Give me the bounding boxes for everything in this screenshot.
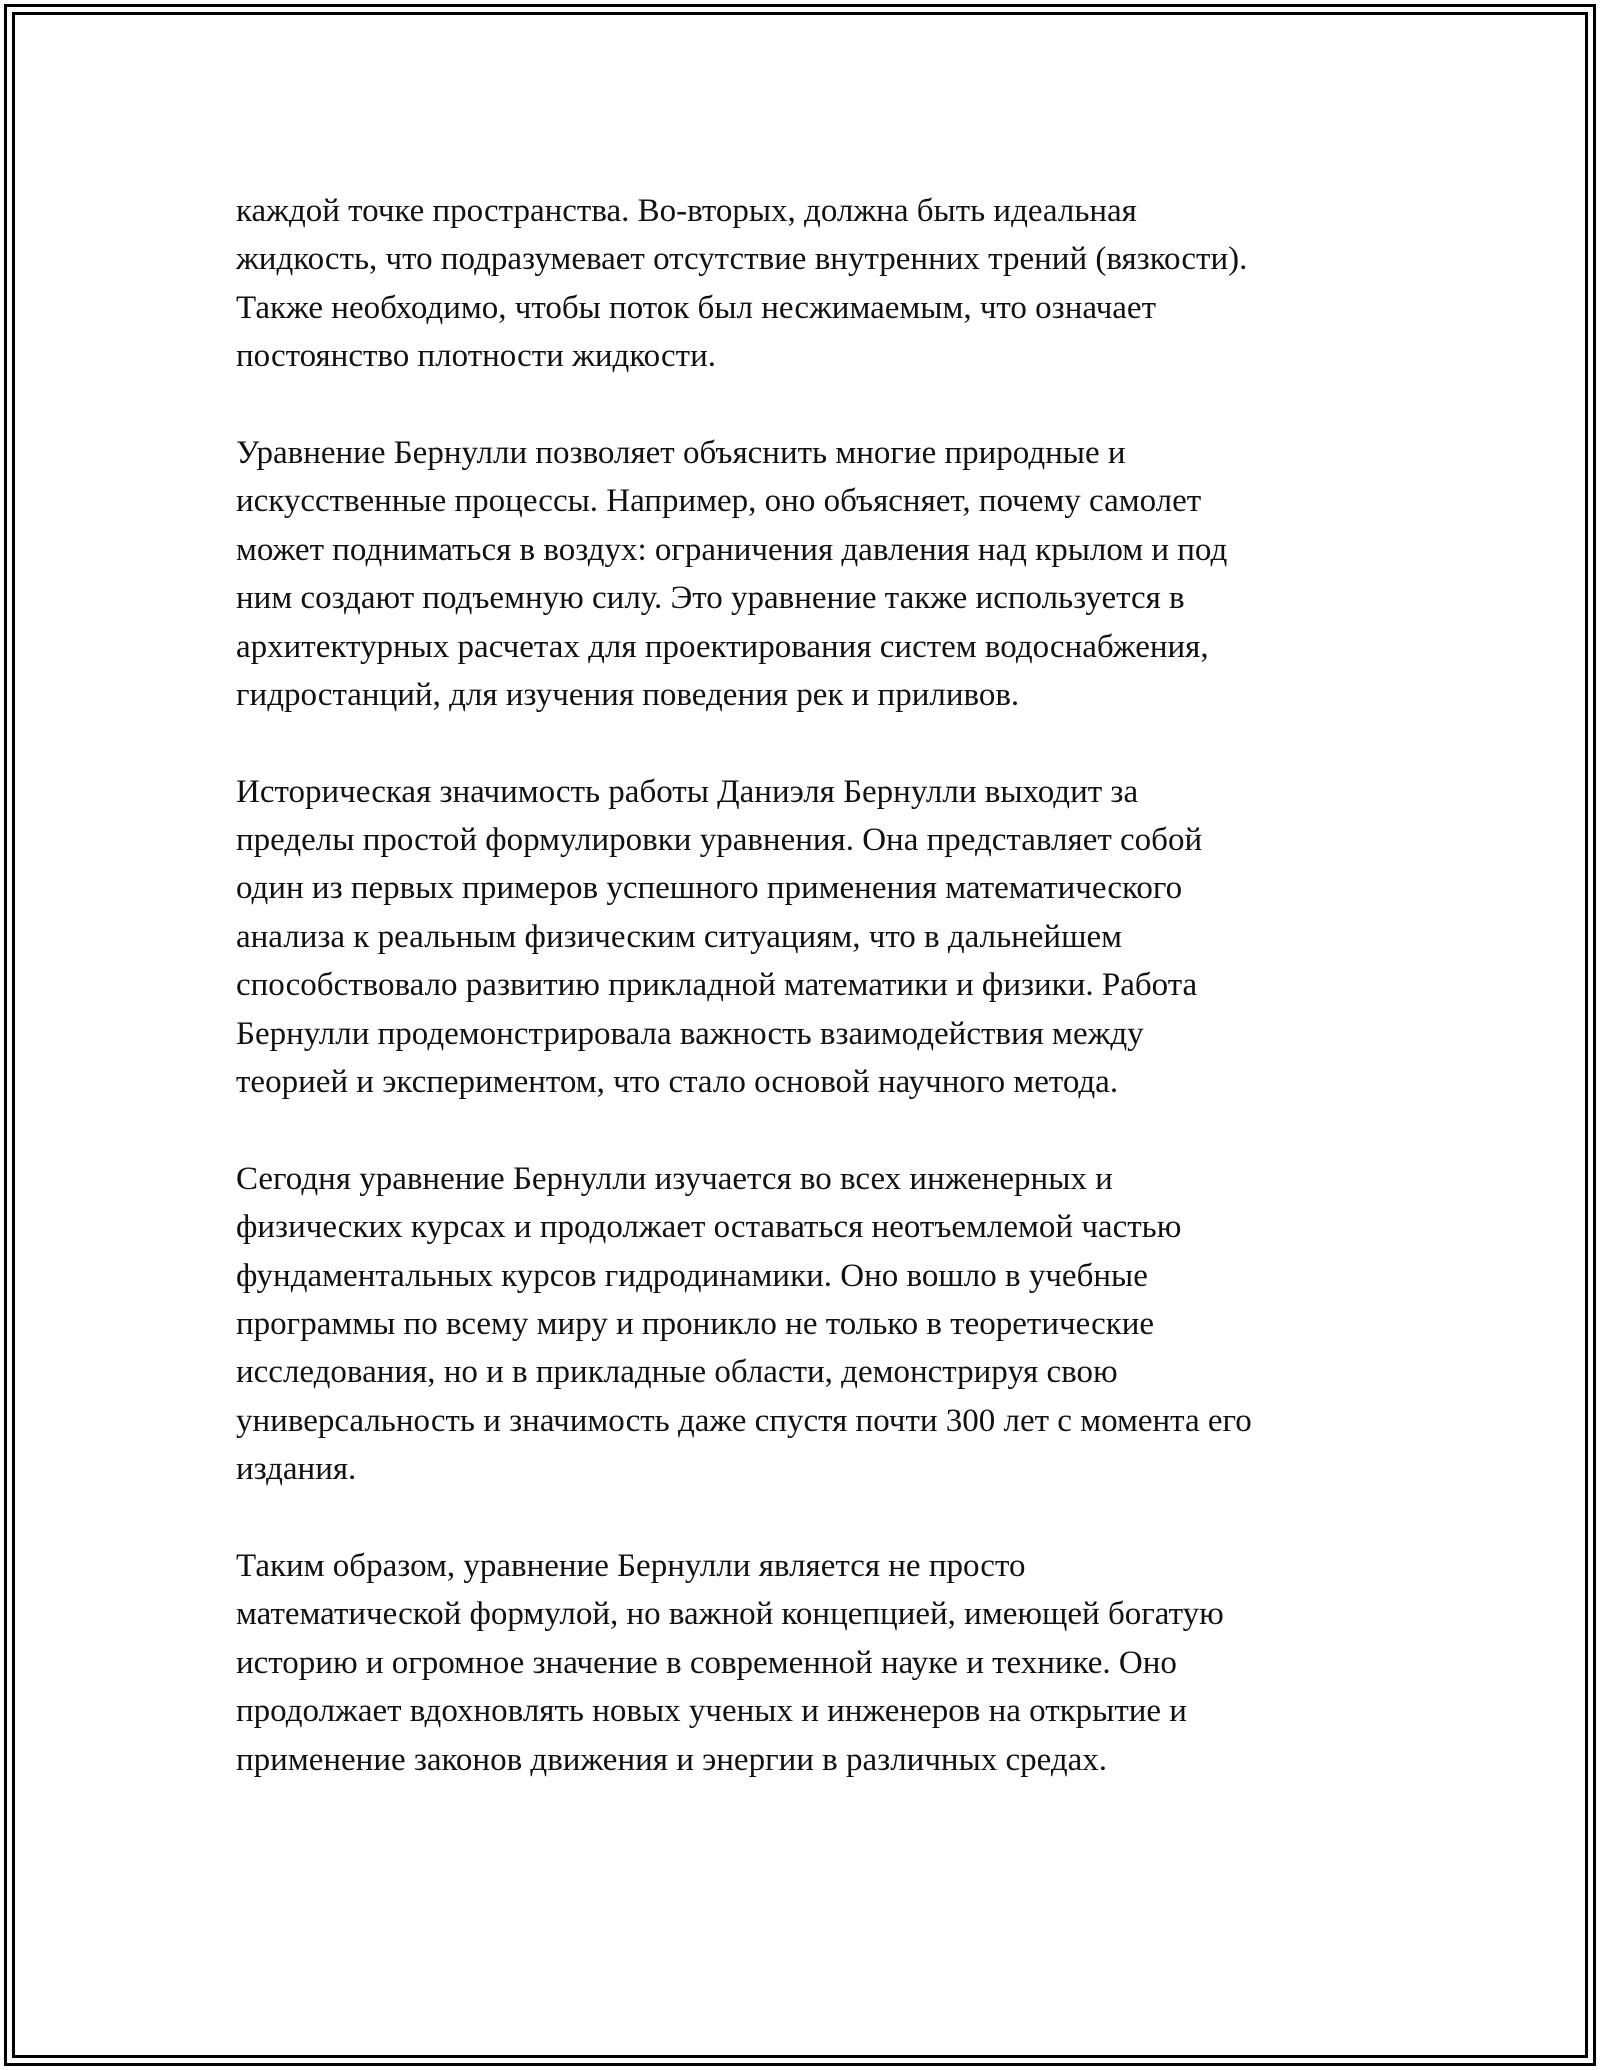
paragraph-line: исследования, но и в прикладные области, демонстрируя свою	[236, 1354, 1118, 1391]
paragraph-line: Также необходимо, чтобы поток был несжимаемым, что означает	[236, 289, 1157, 326]
paragraph-line: продолжает вдохновлять новых ученых и инженеров на открытие и	[236, 1693, 1187, 1730]
paragraph-line: анализа к реальным физическим ситуациям, что в дальнейшем	[236, 918, 1123, 955]
paragraph-2	[236, 429, 1376, 719]
paragraph-line: применение законов движения и энергии в различных средах.	[236, 1741, 1108, 1778]
paragraph-line: Уравнение Бернулли позволяет объяснить многие природные и	[236, 434, 1126, 471]
paragraph-4	[236, 1155, 1376, 1494]
paragraph-line: пределы простой формулировки уравнения. Она представляет собой	[236, 822, 1203, 859]
document-body	[236, 187, 1376, 1832]
paragraph-line: искусственные процессы. Например, оно объясняет, почему самолет	[236, 483, 1202, 520]
paragraph-line: один из первых примеров успешного применения математического	[236, 870, 1183, 907]
paragraph-line: программы по всему миру и проникло не только в теоретические	[236, 1305, 1155, 1342]
paragraph-line: ним создают подъемную силу. Это уравнение также используется в	[236, 580, 1185, 617]
paragraph-1	[236, 187, 1376, 381]
paragraph-line: Сегодня уравнение Бернулли изучается во всех инженерных и	[236, 1160, 1113, 1197]
paragraph-line: математической формулой, но важной концепцией, имеющей богатую	[236, 1596, 1224, 1633]
paragraph-line: Бернулли продемонстрировала важность взаимодействия между	[236, 1015, 1144, 1052]
paragraph-5	[236, 1542, 1376, 1784]
paragraph-3	[236, 768, 1376, 1107]
paragraph-line: способствовало развитию прикладной математики и физики. Работа	[236, 967, 1198, 1004]
paragraph-line: историю и огромное значение в современной науке и технике. Оно	[236, 1644, 1177, 1681]
paragraph-line: универсальность и значимость даже спустя почти 300 лет с момента его	[236, 1402, 1252, 1439]
paragraph-line: архитектурных расчетах для проектирования систем водоснабжения,	[236, 628, 1209, 665]
paragraph-line: Историческая значимость работы Даниэля Бернулли выходит за	[236, 773, 1139, 810]
paragraph-line: гидростанций, для изучения поведения рек и приливов.	[236, 676, 1020, 713]
paragraph-line: постоянство плотности жидкости.	[236, 338, 716, 375]
paragraph-line: фундаментальных курсов гидродинамики. Оно вошло в учебные	[236, 1257, 1148, 1294]
paragraph-line: физических курсах и продолжает оставаться неотъемлемой частью	[236, 1209, 1182, 1246]
paragraph-line: может подниматься в воздух: ограничения давления над крылом и под	[236, 531, 1228, 568]
paragraph-line: каждой точке пространства. Во-вторых, должна быть идеальная	[236, 193, 1137, 229]
paragraph-line: жидкость, что подразумевает отсутствие внутренних трений (вязкости).	[236, 241, 1248, 278]
paragraph-line: Таким образом, уравнение Бернулли является не просто	[236, 1547, 1026, 1584]
paragraph-line: издания.	[236, 1451, 357, 1488]
paragraph-line: теорией и экспериментом, что стало основой научного метода.	[236, 1064, 1119, 1101]
